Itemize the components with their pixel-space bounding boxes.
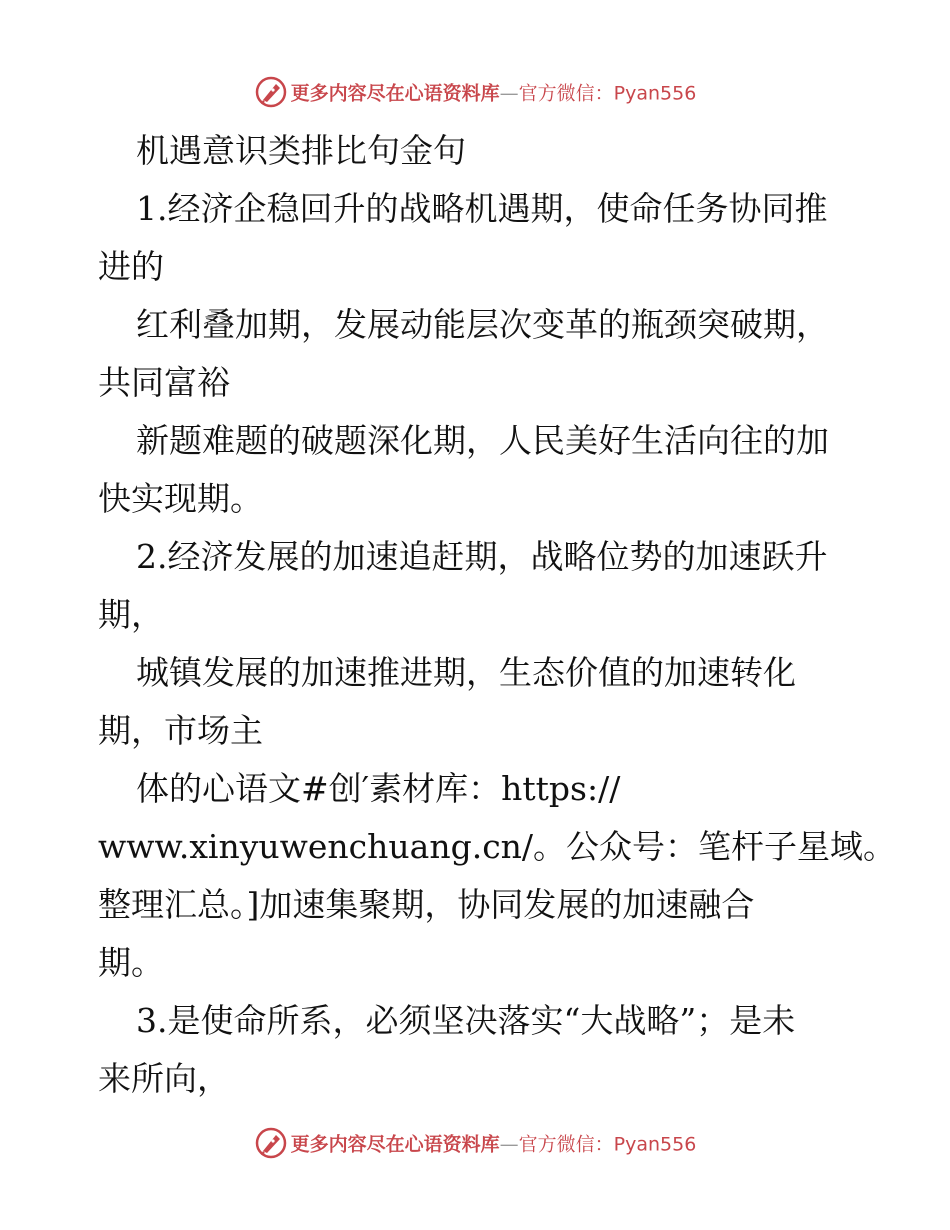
- paragraph-line: 进的: [98, 247, 164, 286]
- pen-logo-icon: [254, 75, 288, 109]
- header-contact-text: 官方微信：Pyan556: [518, 82, 697, 105]
- paragraph-line: 快实现期。: [98, 479, 263, 518]
- paragraph-line: 期，市场主: [98, 711, 263, 750]
- paragraph-line: 1.经济企稳回升的战略机遇期，使命任务协同推: [136, 189, 828, 228]
- paragraph-line: 3.是使命所系，必须坚决落实“大战略”；是未: [136, 1001, 796, 1040]
- pen-logo-icon: [254, 1126, 288, 1160]
- paragraph-line: www.xinyuwenchuang.cn/。公众号：笔杆子星域。: [98, 827, 897, 866]
- paragraph-line: 2.经济发展的加速追赶期，战略位势的加速跃升: [136, 537, 828, 576]
- footer-banner: [0, 1128, 950, 1162]
- footer-separator: —: [499, 1133, 519, 1156]
- paragraph-line: 体的心语文#创′素材库：https://: [136, 769, 621, 808]
- header-brand-text: 更多内容尽在心语资料库: [290, 82, 500, 105]
- paragraph-line: 期，: [98, 595, 164, 634]
- footer-brand-text: 更多内容尽在心语资料库: [290, 1133, 500, 1156]
- paragraph-line: 新题难题的破题深化期，人民美好生活向往的加: [136, 421, 829, 460]
- paragraph-line: 城镇发展的加速推进期，生态价值的加速转化: [136, 653, 796, 692]
- paragraph-line: 期。: [98, 943, 164, 982]
- paragraph-line: 来所向，: [98, 1059, 230, 1098]
- header-banner: [0, 77, 950, 111]
- footer-contact-text: 官方微信：Pyan556: [518, 1133, 697, 1156]
- paragraph-line: 整理汇总。]加速集聚期，协同发展的加速融合: [98, 885, 755, 924]
- header-separator: —: [499, 82, 519, 105]
- document-body: [98, 122, 897, 1108]
- paragraph-line: 共同富裕: [98, 363, 230, 402]
- document-title: 机遇意识类排比句金句: [136, 131, 466, 170]
- paragraph-line: 红利叠加期，发展动能层次变革的瓶颈突破期，: [136, 305, 829, 344]
